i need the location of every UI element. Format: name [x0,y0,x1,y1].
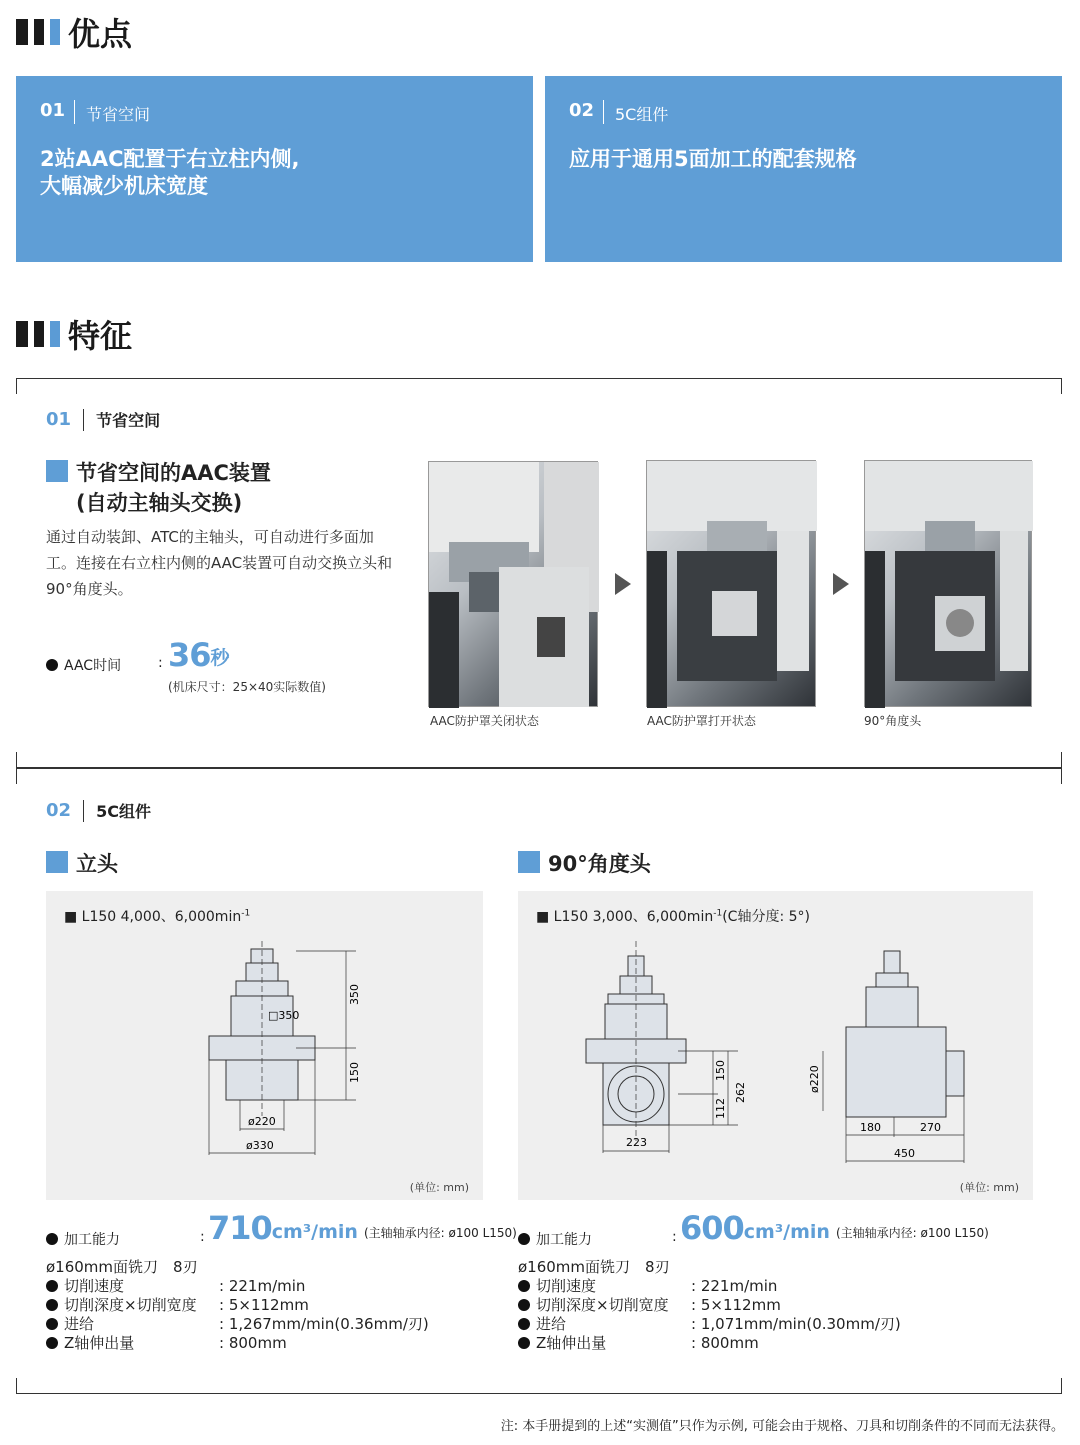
vertical-head-title: 立头 [76,852,118,876]
unit-note: (单位: mm) [959,1181,1019,1194]
aac-note: (机床尺寸：25×40实际数值) [168,680,326,694]
angle-head-panel [518,891,1033,1200]
bullet-icon [46,1299,58,1311]
dim-180: 180 [860,1121,881,1134]
section-number: 01 [46,409,72,430]
capacity-colon: : [200,1229,205,1245]
bullet-icon [518,1299,530,1311]
bullet-icon [46,659,58,671]
dim-height-150: 150 [348,1062,361,1083]
card-tag: 节省空间 [86,105,151,124]
section-tag: 节省空间 [96,411,161,430]
dim-150: 150 [714,1060,727,1081]
aac-time-value [168,636,230,674]
vertical-head-spec: ■ L150 4,000、$6,000\min^{-1}$ [64,908,251,925]
dim-223: 223 [626,1136,647,1149]
dim-270: 270 [920,1121,941,1134]
bullet-icon [46,1233,58,1245]
vertical-head-heading [46,849,118,879]
bullet-icon [518,1280,530,1292]
advantages-heading [16,12,132,52]
bullet-icon [46,1337,58,1349]
angle-head-spec: ■ L150 3,000、$6,000\min^{-1}(C$轴分度: 5°) [536,908,810,925]
section-frame-divider [16,752,1062,768]
angle-head-drawing [578,941,1018,1171]
vertical-head-panel [46,891,483,1200]
condition-row: 切削速度 : 221m/min [46,1277,429,1296]
aac-heading-text: 节省空间的AAC装置 (自动主轴头交换) [76,461,271,515]
section-divider [83,800,84,822]
bullet-icon [46,1318,58,1330]
condition-row: 进给 : 1,071mm/min(0.30mm/刃) [518,1315,901,1334]
heading-marker-icon [16,19,60,45]
arrow-right-icon [615,573,631,595]
capacity-label: 加工能力 [46,1229,120,1249]
photo-caption: 90°角度头 [864,714,922,728]
capacity-value: 600 cm³/min (主轴轴承内径: ø100 L150) [680,1209,989,1247]
photo-caption: AAC防护罩打开状态 [647,714,756,728]
section-01-label [46,408,160,431]
machine-illustration [865,461,1033,708]
dim-450: 450 [894,1147,915,1160]
cutter-spec: ø160mm面铣刀 8刃 [46,1258,198,1276]
capacity-colon: : [672,1229,677,1245]
section-number: 02 [46,800,72,821]
capacity-label: 加工能力 [518,1229,592,1249]
heading-square-icon [46,460,68,482]
condition-row: 切削深度×切削宽度 : 5×112mm [518,1296,901,1315]
condition-row: Z轴伸出量 : 800mm [518,1334,901,1353]
bullet-icon [518,1318,530,1330]
aac-unit: 秒 [210,647,230,669]
section-frame-top [16,378,1062,394]
aac-heading [46,458,271,518]
section-frame-top [16,768,1062,784]
advantage-card-2 [545,76,1062,262]
dim-dia-330: ø330 [246,1139,274,1152]
features-title: 特征 [68,317,133,355]
card-tag: 5C组件 [615,105,669,124]
section-tag: 5C组件 [96,802,151,821]
dim-dia-220: ø220 [808,1065,821,1093]
card-number: 02 [569,100,595,121]
machine-illustration [647,461,817,708]
dim-height-350: 350 [348,984,361,1005]
card-divider [74,100,75,124]
photo-aac-open [646,460,816,707]
footnote: 注: 本手册提到的上述“实测值”只作为示例, 可能会由于规格、刀具和切削条件的不同而无法获得。 [500,1419,1064,1434]
features-heading [16,314,132,354]
card-text: 应用于通用5面加工的配套规格 [569,147,857,171]
dim-112: 112 [714,1098,727,1119]
angle-head-title: 90°角度头 [548,852,651,876]
cutter-spec: ø160mm面铣刀 8刃 [518,1258,670,1276]
section-frame-bottom [16,1378,1062,1394]
advantage-card-1 [16,76,533,262]
heading-square-icon [518,851,540,873]
aac-value: 36 [168,636,211,674]
bullet-icon [46,1280,58,1292]
vertical-head-drawing [196,941,426,1171]
arrow-right-icon [833,573,849,595]
dim-square-350: □350 [268,1009,300,1022]
aac-time-label: AAC时间 [46,655,121,675]
section-02-label [46,799,151,822]
cutting-conditions-right [518,1277,901,1353]
unit-note: (单位: mm) [409,1181,469,1194]
angle-head-heading [518,849,651,879]
card-number: 01 [40,100,66,121]
dim-262: 262 [734,1082,747,1103]
heading-marker-icon [16,321,60,347]
photo-caption: AAC防护罩关闭状态 [430,714,539,728]
aac-description: 通过自动装卸、ATC的主轴头，可自动进行多面加工。连接在右立柱内侧的AAC装置可自动交换立头和90°角度头。 [46,528,393,598]
condition-row: 切削深度×切削宽度 : 5×112mm [46,1296,429,1315]
aac-colon: : [158,655,163,671]
card-text: 2站AAC配置于右立柱内侧, 大幅减少机床宽度 [40,147,300,198]
card-divider [603,100,604,124]
capacity-value: 710 cm³/min (主轴轴承内径: ø100 L150) [208,1209,517,1247]
dim-dia-220: ø220 [248,1115,276,1128]
cutting-conditions-left [46,1277,429,1353]
advantages-title: 优点 [68,15,133,53]
machine-illustration [429,462,599,708]
bullet-icon [518,1233,530,1245]
photo-aac-closed [428,461,598,707]
heading-square-icon [46,851,68,873]
condition-row: 切削速度 : 221m/min [518,1277,901,1296]
condition-row: 进给 : 1,267mm/min(0.36mm/刃) [46,1315,429,1334]
section-divider [83,409,84,431]
photo-angle-head [864,460,1032,707]
condition-row: Z轴伸出量 : 800mm [46,1334,429,1353]
bullet-icon [518,1337,530,1349]
